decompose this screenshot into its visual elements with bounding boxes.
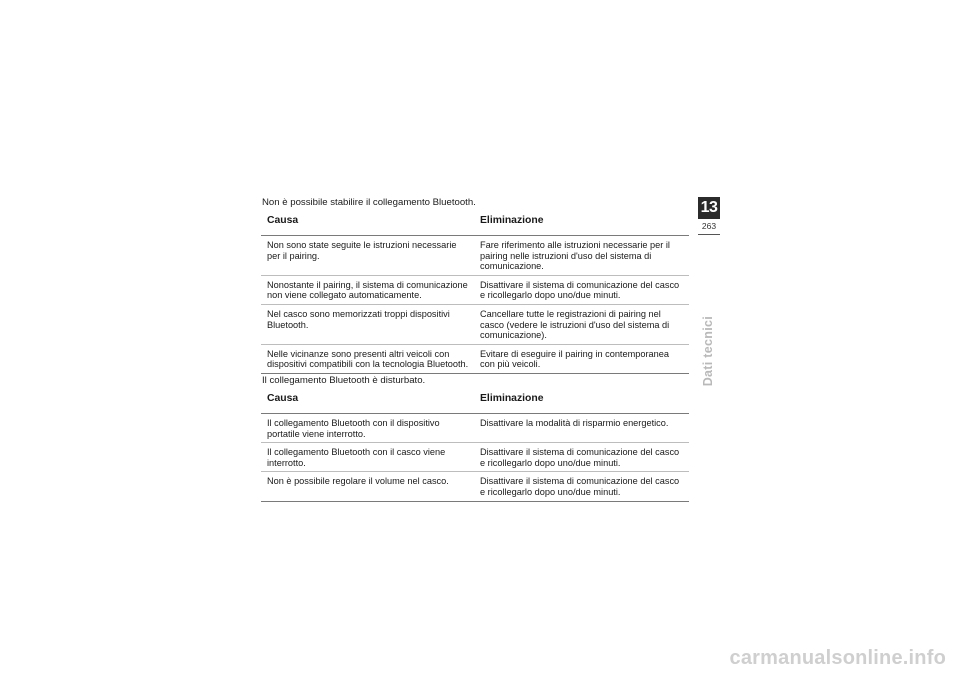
- fix-cell: Fare riferimento alle istruzioni necessarie per il pairing nelle istruzioni d'uso del sistema di comunicazione.: [474, 236, 689, 276]
- cause-cell: Non è possibile regolare il volume nel casco.: [261, 472, 474, 501]
- table-row: [261, 443, 689, 472]
- table-row: [261, 275, 689, 304]
- fix-cell: Cancellare tutte le registrazioni di pairing nel casco (vedere le istruzioni d'uso del sistema di comunicazione).: [474, 304, 689, 344]
- fix-cell: Disattivare il sistema di comunicazione del casco e ricollegarlo dopo uno/due minuti.: [474, 472, 689, 501]
- table-row: [261, 304, 689, 344]
- cause-cell: Nelle vicinanze sono presenti altri veicoli con dispositivi compatibili con la tecnologia Bluetooth.: [261, 344, 474, 373]
- cause-cell: Il collegamento Bluetooth con il dispositivo portatile viene interrotto.: [261, 413, 474, 442]
- table-row: [261, 344, 689, 373]
- section1-intro: Non è possibile stabilire il collegamento Bluetooth.: [262, 197, 476, 208]
- chapter-title: Dati tecnici: [701, 316, 715, 387]
- fix-cell: Evitare di eseguire il pairing in contemporanea con più veicoli.: [474, 344, 689, 373]
- column-header-cause: Causa: [261, 387, 474, 414]
- document-content: [261, 197, 689, 503]
- fix-cell: Disattivare il sistema di comunicazione del casco e ricollegarlo dopo uno/due minuti.: [474, 275, 689, 304]
- fix-cell: Disattivare il sistema di comunicazione del casco e ricollegarlo dopo uno/due minuti.: [474, 443, 689, 472]
- cause-cell: Nel casco sono memorizzati troppi dispositivi Bluetooth.: [261, 304, 474, 344]
- chapter-sidebar: [698, 197, 720, 235]
- cause-cell: Il collegamento Bluetooth con il casco viene interrotto.: [261, 443, 474, 472]
- column-header-cause: Causa: [261, 209, 474, 236]
- troubleshooting-table-1: [261, 209, 689, 374]
- page-number: 263: [701, 221, 717, 231]
- section2-intro: Il collegamento Bluetooth è disturbato.: [262, 374, 426, 386]
- column-header-fix: Eliminazione: [474, 387, 689, 414]
- cause-cell: Nonostante il pairing, il sistema di comunicazione non viene collegato automaticamente.: [261, 275, 474, 304]
- table-row: [261, 472, 689, 501]
- table-row: [261, 236, 689, 276]
- table-row: [261, 413, 689, 442]
- page-number-underline: [698, 234, 720, 235]
- fix-cell: Disattivare la modalità di risparmio energetico.: [474, 413, 689, 442]
- cause-cell: Non sono state seguite le istruzioni necessarie per il pairing.: [261, 236, 474, 276]
- table-header-row: [261, 387, 689, 414]
- watermark: carmanualsonline.info: [729, 647, 946, 669]
- column-header-fix: Eliminazione: [474, 209, 689, 236]
- table-header-row: [261, 209, 689, 236]
- chapter-number-tab: 13: [698, 197, 720, 219]
- troubleshooting-table-2: [261, 387, 689, 502]
